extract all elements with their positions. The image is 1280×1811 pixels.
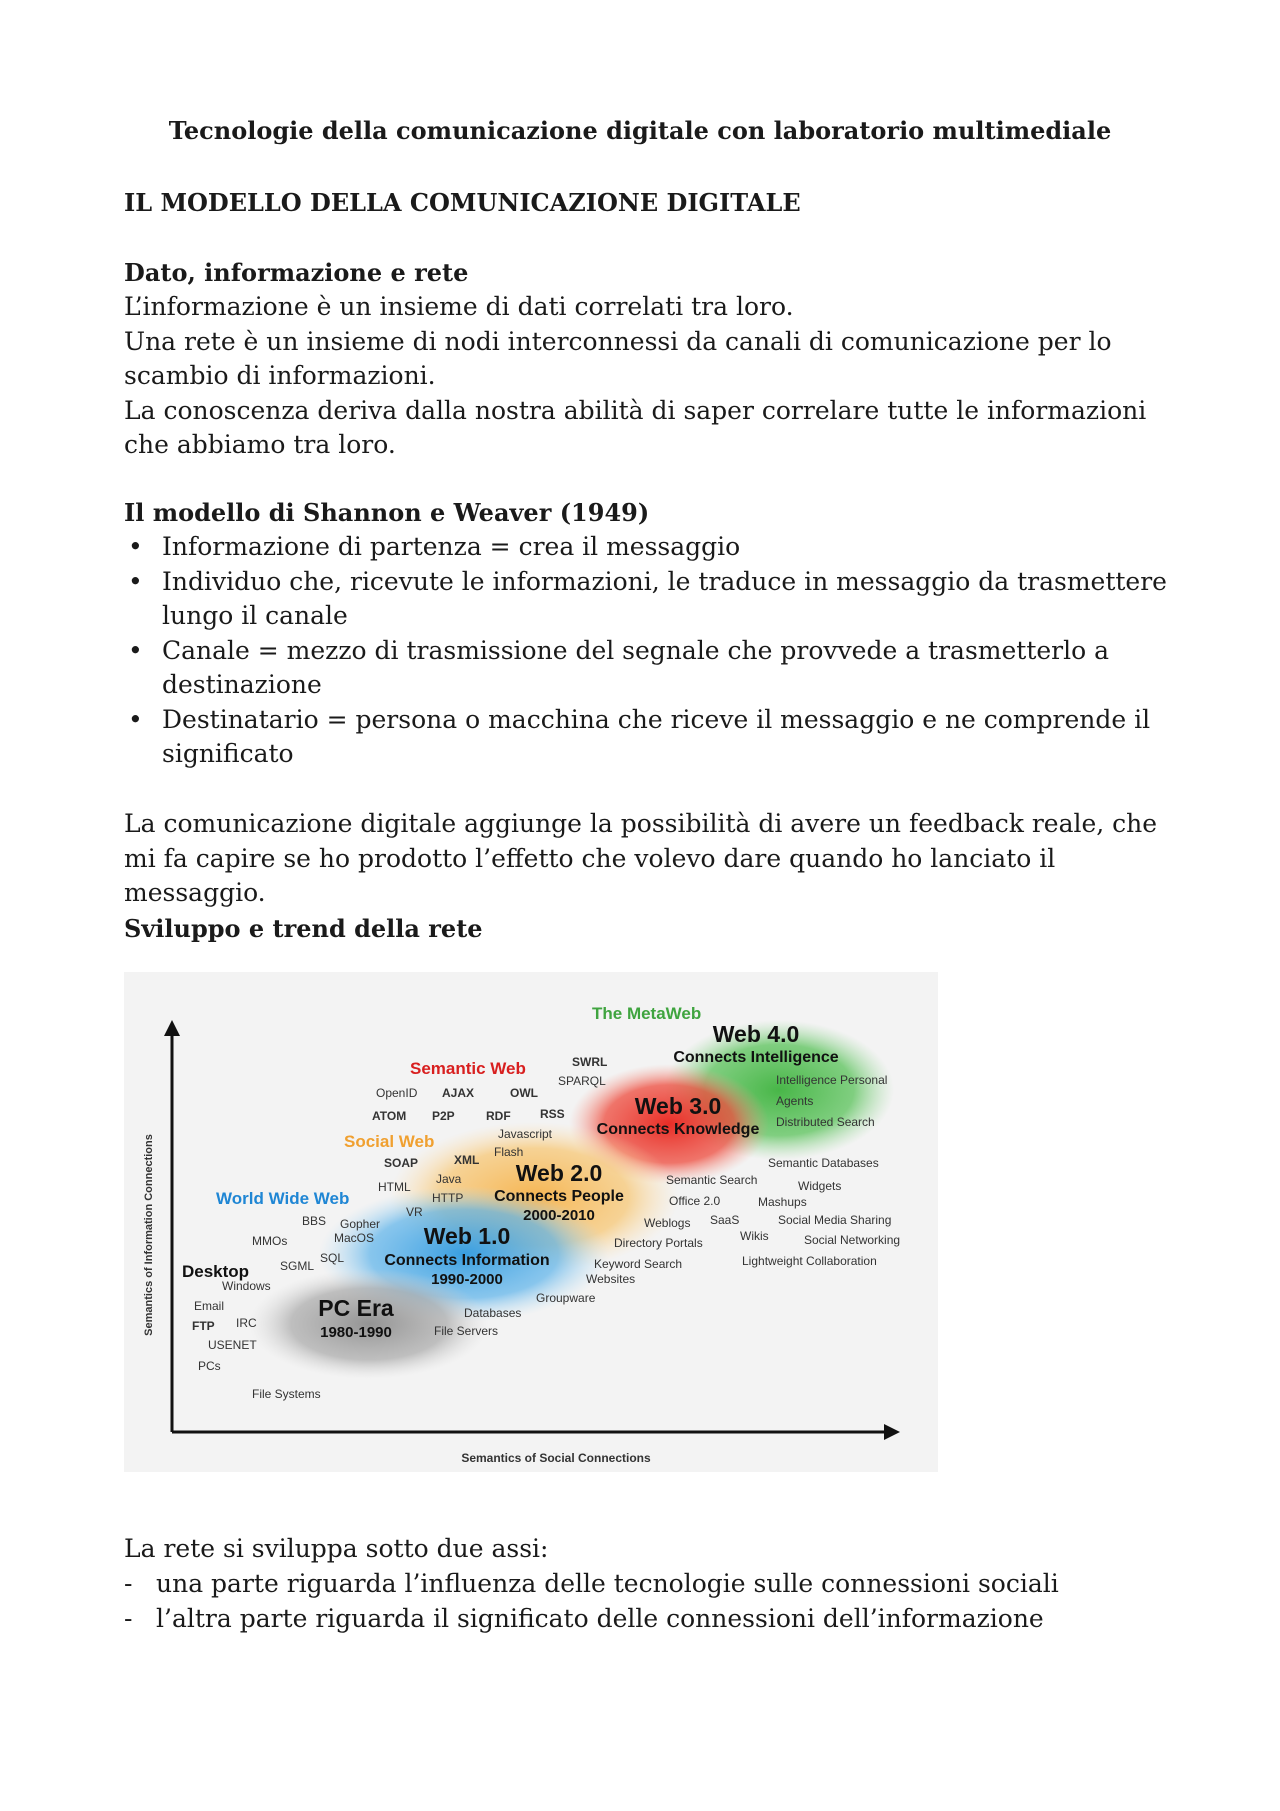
term-label: Databases (464, 1306, 522, 1320)
term-label: Mashups (758, 1195, 807, 1209)
term-label: SWRL (572, 1055, 608, 1069)
term-label: File Servers (434, 1324, 499, 1338)
list-item: - l’altra parte riguarda il significato delle connessioni dell’informazione (124, 1602, 1174, 1637)
term-label: AJAX (442, 1086, 475, 1100)
web1-subtitle: Connects Information (384, 1252, 550, 1269)
term-label: OpenID (376, 1086, 418, 1100)
term-label: Email (194, 1299, 225, 1313)
paragraph: Una rete è un insieme di nodi interconnessi da canali di comunicazione per lo scambio di informazioni. (124, 326, 1112, 390)
term-label: Java (436, 1172, 462, 1186)
pc-era-years: 1980-1990 (320, 1324, 392, 1341)
list-item: • Destinatario = persona o macchina che riceve il messaggio e ne comprende il significato (124, 703, 1174, 772)
world-wide-web-label: World Wide Web (216, 1189, 350, 1208)
term-label: Agents (776, 1094, 814, 1108)
term-label: RDF (486, 1109, 511, 1123)
paragraph-assi-intro (124, 1532, 1174, 1567)
term-label: File Systems (252, 1387, 321, 1401)
term-label: Directory Portals (614, 1236, 703, 1250)
term-label: SQL (320, 1251, 345, 1265)
subheading-shannon-weaver: Il modello di Shannon e Weaver (1949) (124, 498, 650, 527)
metaweb-label: The MetaWeb (592, 1004, 702, 1023)
term-label: P2P (432, 1109, 455, 1123)
term-label: BBS (302, 1214, 327, 1228)
term-label: MMOs (252, 1234, 288, 1248)
term-label: Groupware (536, 1291, 596, 1305)
term-label: MacOS (334, 1231, 375, 1245)
term-label: Javascript (498, 1127, 553, 1141)
term-label: Windows (222, 1279, 271, 1293)
paragraph: La comunicazione digitale aggiunge la possibilità di avere un feedback reale, che mi fa capire se ho prodotto l’effetto che volevo dare quando ho lanciato il messaggio. (124, 809, 1158, 907)
y-axis-label: Semantics of Information Connections (143, 1134, 155, 1336)
term-label: ATOM (372, 1109, 407, 1123)
term-label: Distributed Search (776, 1115, 875, 1129)
list-item: - una parte riguarda l’influenza delle tecnologie sulle connessioni sociali (124, 1567, 1174, 1602)
term-label: Social Networking (804, 1233, 901, 1247)
list-item: • Informazione di partenza = crea il messaggio (124, 530, 1174, 565)
term-label: SOAP (384, 1156, 419, 1170)
web-evolution-diagram (124, 972, 938, 1472)
term-label: HTTP (432, 1191, 464, 1205)
term-label: Websites (586, 1272, 636, 1286)
web1-title: Web 1.0 (423, 1223, 511, 1249)
term-label: Widgets (798, 1179, 842, 1193)
term-label: XML (454, 1153, 480, 1167)
term-label: Keyword Search (594, 1257, 683, 1271)
term-label: SaaS (710, 1213, 740, 1227)
paragraph: La conoscenza deriva dalla nostra abilità di saper correlare tutte le informazioni che abbiamo tra loro. (124, 395, 1147, 459)
web2-subtitle: Connects People (494, 1188, 624, 1205)
term-label: Office 2.0 (669, 1194, 721, 1208)
term-label: Flash (494, 1145, 524, 1159)
web4-subtitle: Connects Intelligence (673, 1049, 839, 1066)
term-label: Semantic Databases (768, 1156, 879, 1170)
paragraph-feedback (124, 807, 1174, 911)
x-axis-label: Semantics of Social Connections (461, 1451, 651, 1465)
term-label: Intelligence Personal (776, 1073, 888, 1087)
term-label: FTP (192, 1319, 215, 1333)
dash-list-assi (124, 1567, 1174, 1636)
term-label: IRC (236, 1316, 257, 1330)
paragraph: La rete si sviluppa sotto due assi: (124, 1534, 549, 1563)
paragraph: L’informazione è un insieme di dati correlati tra loro. (124, 292, 794, 321)
subheading-dato-informazione-rete: Dato, informazione e rete (124, 258, 469, 287)
desktop-label: Desktop (182, 1262, 250, 1281)
web2-years: 2000-2010 (523, 1207, 595, 1224)
pc-era-title: PC Era (318, 1295, 394, 1321)
web3-title: Web 3.0 (634, 1093, 722, 1119)
paragraph-block-informazione (124, 290, 1174, 463)
subheading-sviluppo-trend: Sviluppo e trend della rete (124, 914, 483, 943)
document-title: Tecnologie della comunicazione digitale con laboratorio multimediale (168, 116, 1112, 145)
term-label: Lightweight Collaboration (742, 1254, 877, 1268)
term-label: Wikis (740, 1229, 769, 1243)
list-item: • Individuo che, ricevute le informazioni, le traduce in messaggio da trasmettere lungo il canale (124, 565, 1174, 634)
social-web-label: Social Web (344, 1132, 435, 1151)
bullet-list-shannon (124, 530, 1174, 772)
list-item: • Canale = mezzo di trasmissione del segnale che provvede a trasmetterlo a destinazione (124, 634, 1174, 703)
semantic-web-label: Semantic Web (410, 1059, 526, 1078)
section-heading: IL MODELLO DELLA COMUNICAZIONE DIGITALE (124, 188, 801, 217)
term-label: HTML (378, 1180, 411, 1194)
web1-years: 1990-2000 (431, 1271, 503, 1288)
term-label: OWL (510, 1086, 538, 1100)
term-label: USENET (208, 1338, 257, 1352)
web3-subtitle: Connects Knowledge (596, 1121, 760, 1138)
term-label: Gopher (340, 1217, 381, 1231)
term-label: SPARQL (558, 1074, 606, 1088)
term-label: Social Media Sharing (778, 1213, 892, 1227)
term-label: RSS (540, 1107, 565, 1121)
term-label: PCs (198, 1359, 221, 1373)
web4-title: Web 4.0 (712, 1021, 800, 1047)
web2-title: Web 2.0 (515, 1160, 603, 1186)
term-label: Semantic Search (666, 1173, 758, 1187)
term-label: VR (406, 1205, 423, 1219)
term-label: Weblogs (644, 1216, 691, 1230)
term-label: SGML (280, 1259, 315, 1273)
